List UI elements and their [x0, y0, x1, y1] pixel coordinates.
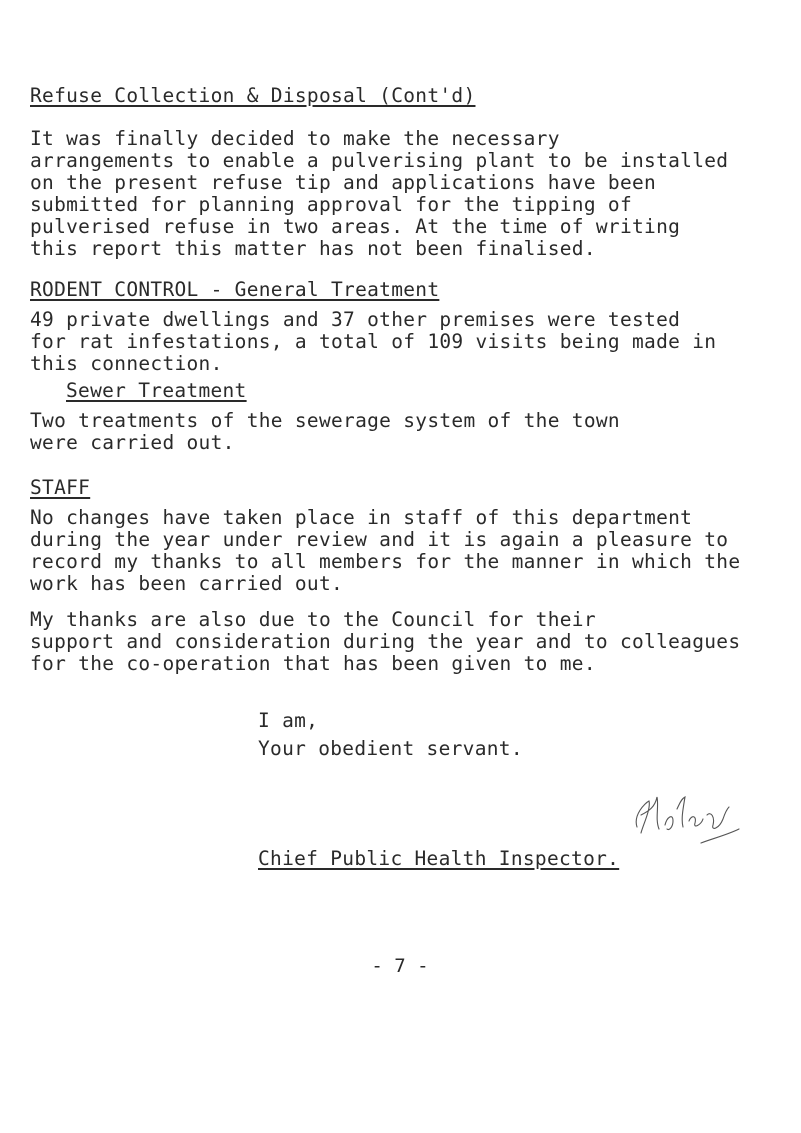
handwritten-signature [615, 785, 750, 855]
paragraph-staff: No changes have taken place in staff of this department during the year under review and it is again a pleasure to record my thanks to all members for the manner in which the work has been carried out. [30, 506, 741, 595]
paragraph-rodent: 49 private dwellings and 37 other premises were tested for rat infestations, a total of 109 visits being made in this connection. [30, 308, 717, 375]
page-number: - 7 - [371, 955, 429, 977]
paragraph-thanks: My thanks are also due to the Council for their support and consideration during the year and to colleagues for the co-operation that has been given to me. [30, 608, 741, 675]
heading-sewer-treatment: Sewer Treatment [66, 379, 247, 402]
closing-i-am: I am, [258, 709, 319, 732]
signatory-title: Chief Public Health Inspector. [258, 847, 620, 870]
paragraph-refuse: It was finally decided to make the necessary arrangements to enable a pulverising plant to be installed on the present refuse tip and applications have been submitted for planning approval for the tipping of pulverised refuse in two areas. At the time of writing this report this matter has not been finalised. [30, 127, 729, 260]
heading-staff: STAFF [30, 476, 91, 499]
heading-rodent-control: RODENT CONTROL - General Treatment [30, 278, 440, 301]
closing-servant: Your obedient servant. [258, 737, 523, 760]
paragraph-sewer: Two treatments of the sewerage system of the town were carried out. [30, 409, 620, 454]
heading-refuse-collection: Refuse Collection & Disposal (Cont'd) [30, 84, 476, 107]
